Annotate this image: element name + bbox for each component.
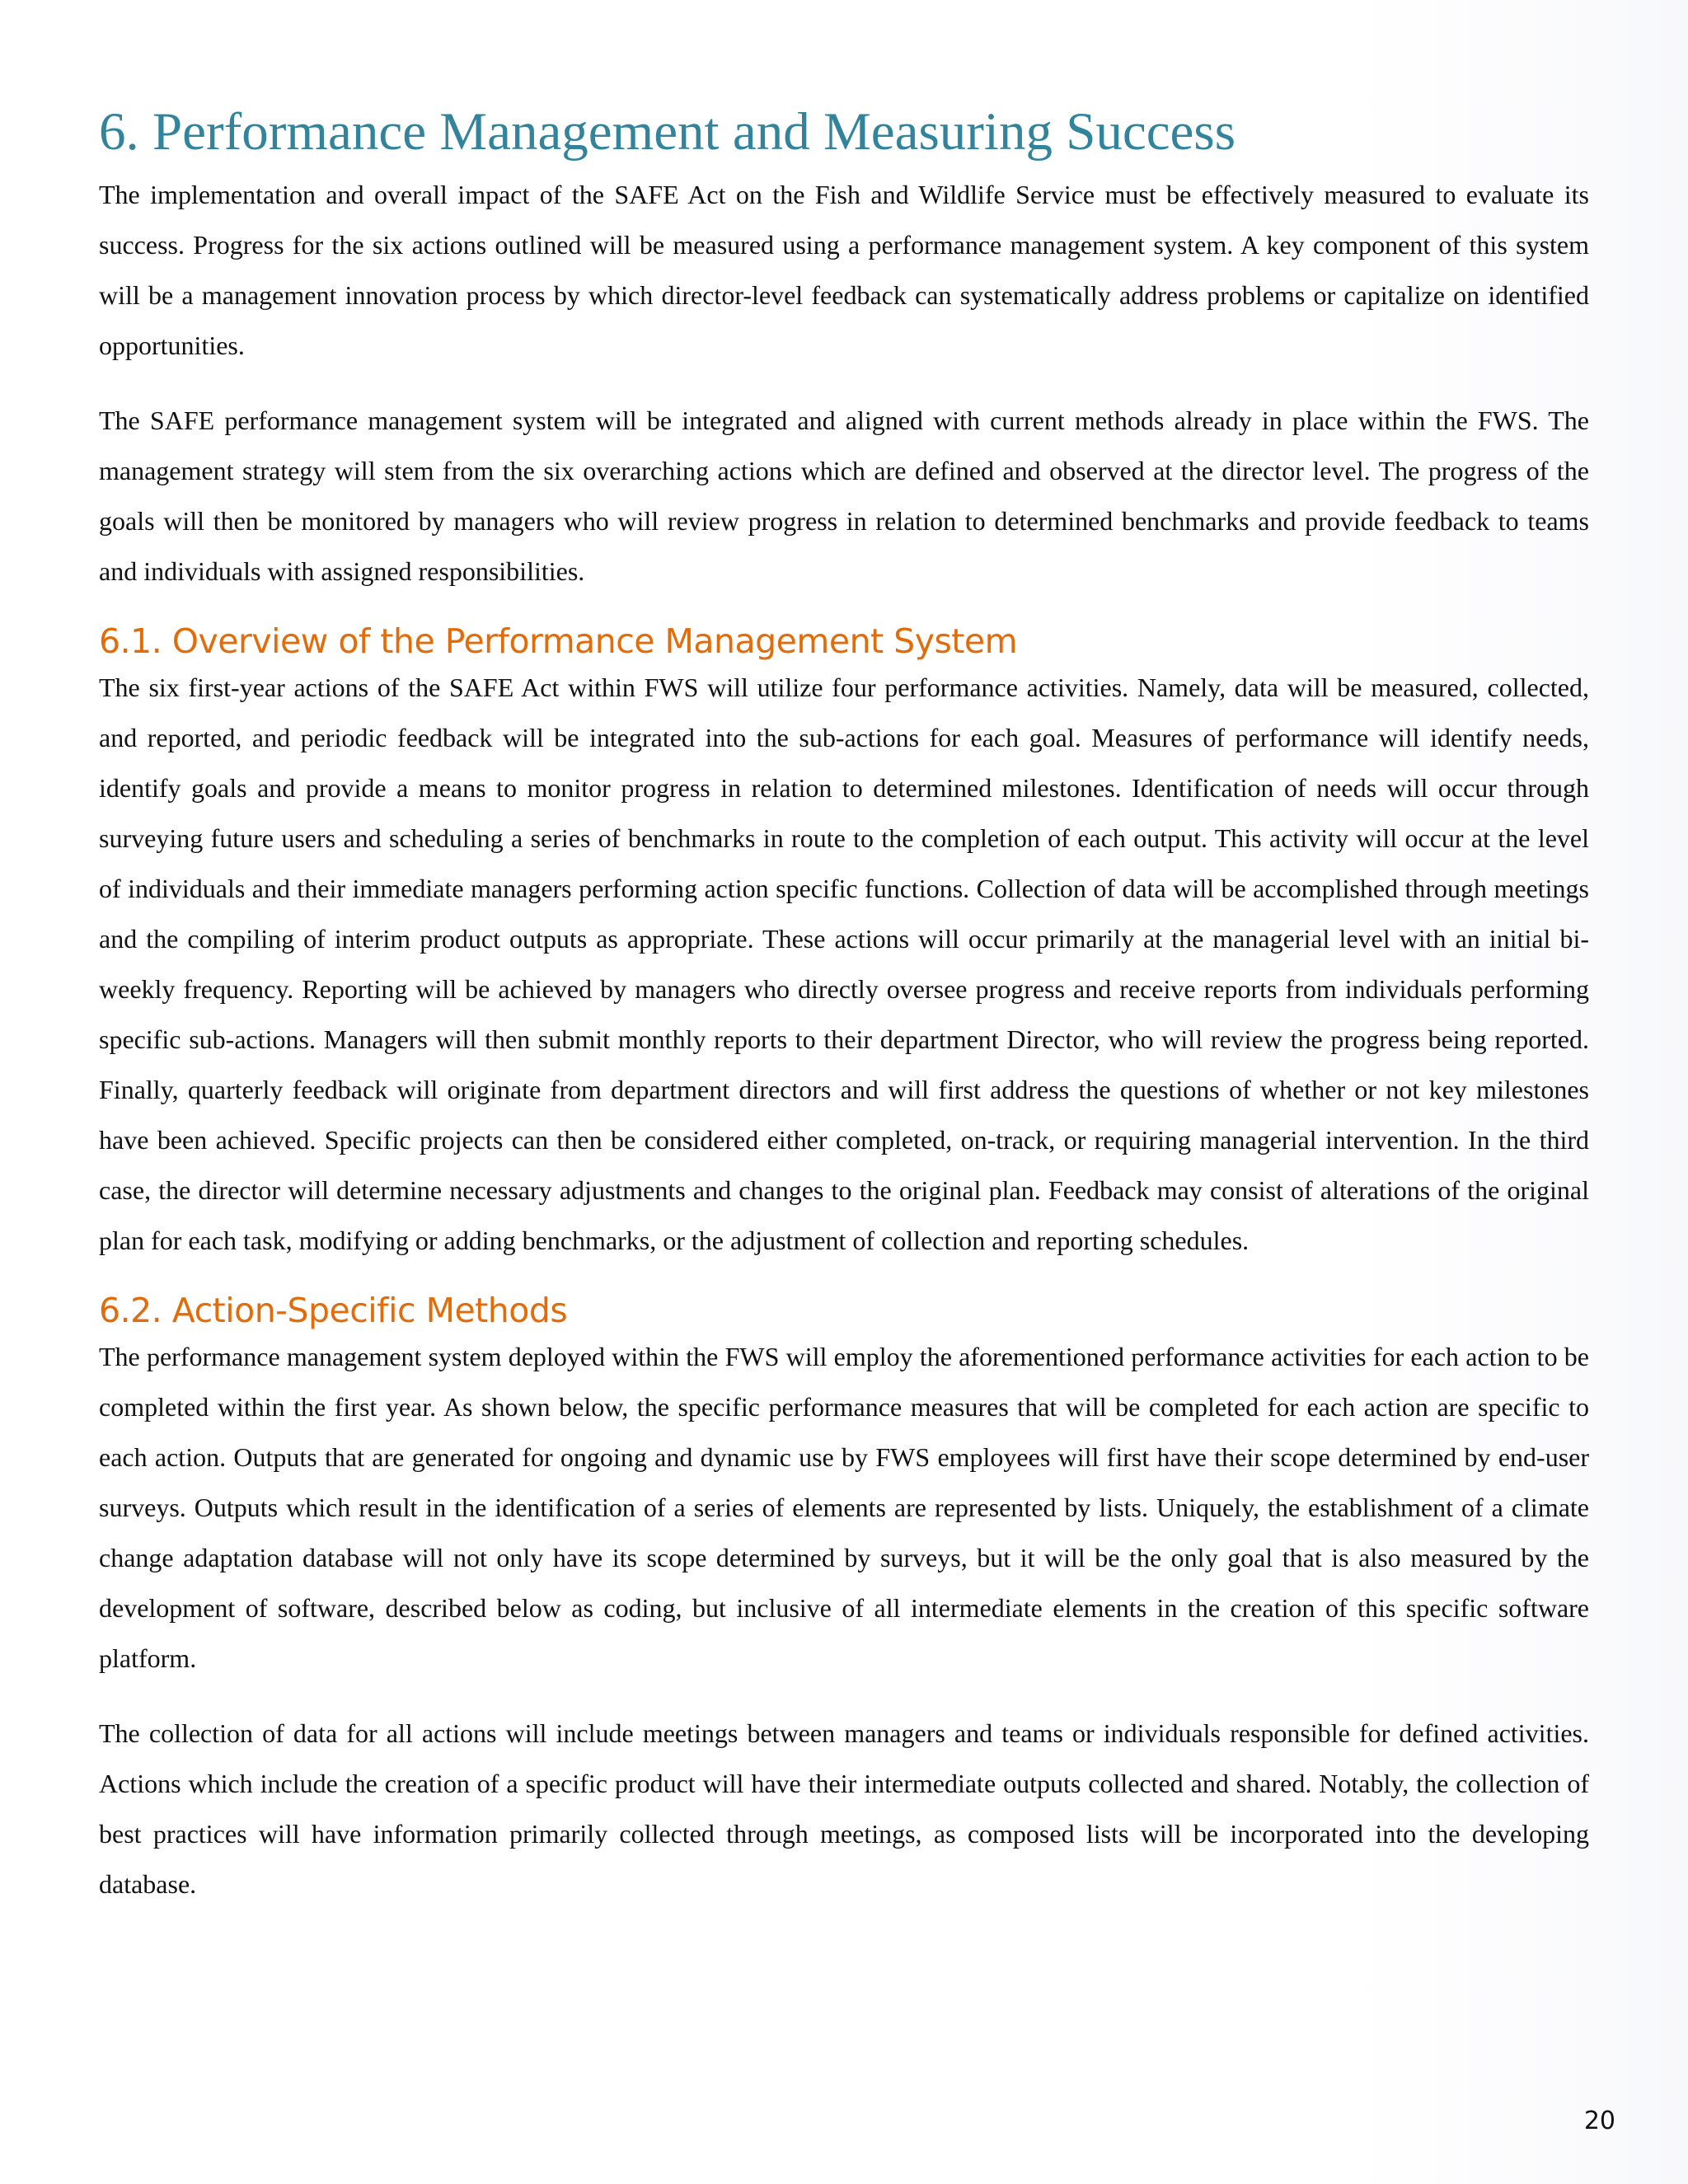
intro-paragraph-2: The SAFE performance management system will be integrated and aligned with current methods already in place within the FWS. The management strategy will stem from the six overarching actions which are defined and observed at the director level. The progress of the goals will then be monitored by managers who will review progress in relation to determined benchmarks and provide feedback to teams and individuals with assigned responsibilities.: [99, 405, 1589, 586]
section-6-2-paragraph-1: The performance management system deployed within the FWS will employ the aforementioned performance activities for each action to be completed within the first year. As shown below, the specific performance measures that will be completed for each action are specific to each action. Outputs that are generated for ongoing and dynamic use by FWS employees will first have their scope determined by end-user surveys. Outputs which result in the identification of a series of elements are represented by lists. Uniquely, the establishment of a climate change adaptation database will not only have its scope determined by surveys, but it will be the only goal that is also measured by the development of software, described below as coding, but inclusive of all intermediate elements in the creation of this specific software platform.: [99, 1342, 1589, 1673]
page-number: 20: [1583, 2107, 1615, 2135]
page-content: [99, 97, 1589, 1910]
subsection-heading-6-1: 6.1. Overview of the Performance Management System: [99, 621, 1018, 661]
subsection-heading-6-2: 6.2. Action-Specific Methods: [99, 1291, 568, 1330]
section-6-2-paragraph-2: The collection of data for all actions will include meetings between managers and teams or individuals responsible for defined activities. Actions which include the creation of a specific product will have their intermediate outputs collected and shared. Notably, the collection of best practices will have information primarily collected through meetings, as composed lists will be incorporated into the developing database.: [99, 1718, 1589, 1899]
section-heading: 6. Performance Management and Measuring Success: [99, 102, 1236, 162]
intro-paragraph-1: The implementation and overall impact of the SAFE Act on the Fish and Wildlife Service must be effectively measured to evaluate its success. Progress for the six actions outlined will be measured using a performance management system. A key component of this system will be a management innovation process by which director-level feedback can systematically address problems or capitalize on identified opportunities.: [99, 180, 1589, 360]
section-6-1-paragraph-1: The six first-year actions of the SAFE Act within FWS will utilize four performance activities. Namely, data will be measured, collected, and reported, and periodic feedback will be integrated into the sub-actions for each goal. Measures of performance will identify needs, identify goals and provide a means to monitor progress in relation to determined milestones. Identification of needs will occur through surveying future users and scheduling a series of benchmarks in route to the completion of each output. This activity will occur at the level of individuals and their immediate managers performing action specific functions. Collection of data will be accomplished through meetings and the compiling of interim product outputs as appropriate. These actions will occur primarily at the managerial level with an initial bi-weekly frequency. Reporting will be achieved by managers who directly oversee progress and receive reports from individuals performing specific sub-actions. Managers will then submit monthly reports to their department Director, who will review the progress being reported. Finally, quarterly feedback will originate from department directors and will first address the questions of whether or not key milestones have been achieved. Specific projects can then be considered either completed, on-track, or requiring managerial intervention. In the third case, the director will determine necessary adjustments and changes to the original plan. Feedback may consist of alterations of the original plan for each task, modifying or adding benchmarks, or the adjustment of collection and reporting schedules.: [99, 673, 1589, 1255]
